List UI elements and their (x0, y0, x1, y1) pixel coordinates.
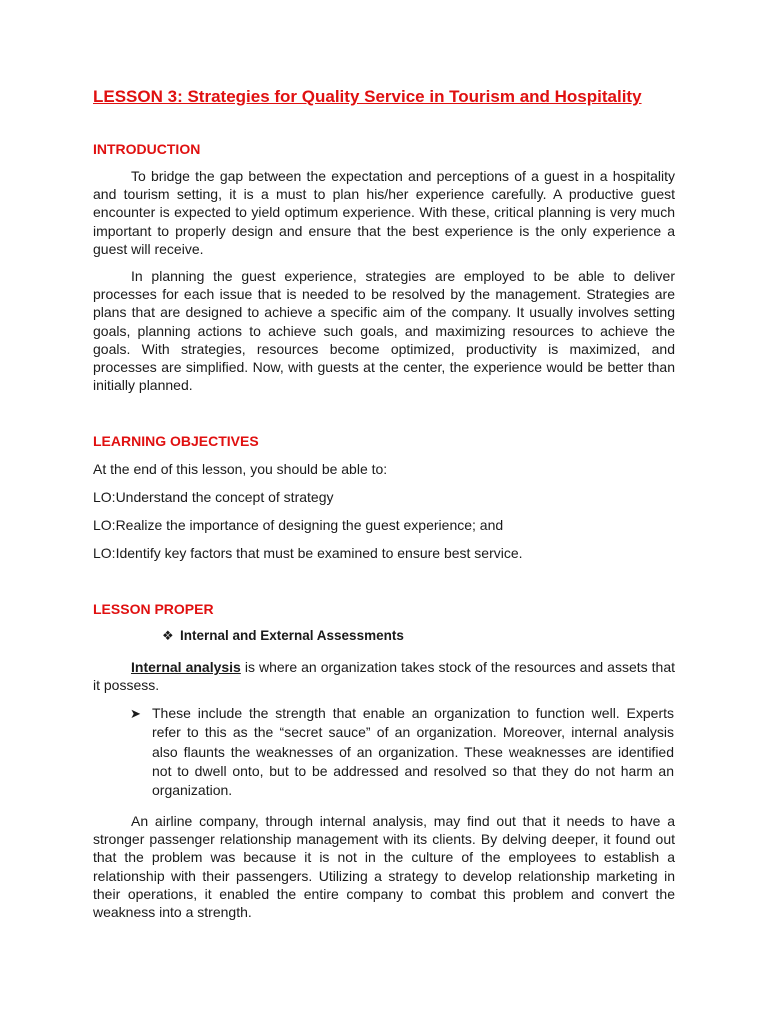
lesson-proper-heading: LESSON PROPER (93, 601, 214, 617)
internal-analysis-paragraph (93, 658, 675, 694)
objectives-heading: LEARNING OBJECTIVES (93, 433, 259, 449)
subheading-text: Internal and External Assessments (180, 628, 404, 643)
introduction-paragraph-2: In planning the guest experience, strategies are employed to be able to deliver processes for each issue that is needed to be resolved by the management. Strategies are plans that are designed to achieve a specific aim of the company. It usually involves setting goals, planning actions to achieve such goals, and maximizing resources to achieve the goals. With strategies, resources become optimized, productivity is maximized, and processes are simplified. Now, with guests at the center, the experience would be better than initially planned. (93, 268, 675, 394)
introduction-heading: INTRODUCTION (93, 141, 201, 157)
internal-analysis-definition: is where an organization takes stock of the resources and assets that it possess. (93, 659, 675, 694)
objective-item: LO:Understand the concept of strategy (93, 489, 334, 505)
bullet-paragraph: These include the strength that enable an organization to function well. Experts refer to this as the “secret sauce” of an organization. Moreover, internal analysis also flaunts the weaknesses of an organization. These weaknesses are identified not to dwell onto, but to be addressed and resolved so that they do not harm an organization. (152, 705, 674, 799)
subheading (162, 627, 622, 645)
diamond-icon: ❖ (162, 628, 174, 643)
objective-item: LO:Realize the importance of designing the guest experience; and (93, 517, 504, 533)
internal-analysis-term: Internal analysis (131, 659, 241, 675)
objective-item: LO:Identify key factors that must be examined to ensure best service. (93, 545, 523, 561)
airline-example-paragraph: An airline company, through internal analysis, may find out that it needs to have a stronger passenger relationship management with its clients. By delving deeper, it found out that the problem was because it is not in the culture of the employees to establish a relationship with their passengers. Utilizing a strategy to develop relationship marketing in their operations, it enabled the entire company to combat this problem and convert the weakness into a strength. (93, 813, 675, 921)
lesson-title: LESSON 3: Strategies for Quality Service in Tourism and Hospitality (93, 87, 642, 106)
objectives-intro: At the end of this lesson, you should be able to: (93, 461, 388, 477)
introduction-paragraph-1: To bridge the gap between the expectation and perceptions of a guest in a hospitality and tourism setting, it is a must to plan his/her experience carefully. A productive guest encounter is expected to yield optimum experience. With these, critical planning is very much important to properly design and ensure that the best experience is the only experience a guest will receive. (93, 168, 675, 257)
arrow-icon: ➤ (130, 706, 141, 721)
